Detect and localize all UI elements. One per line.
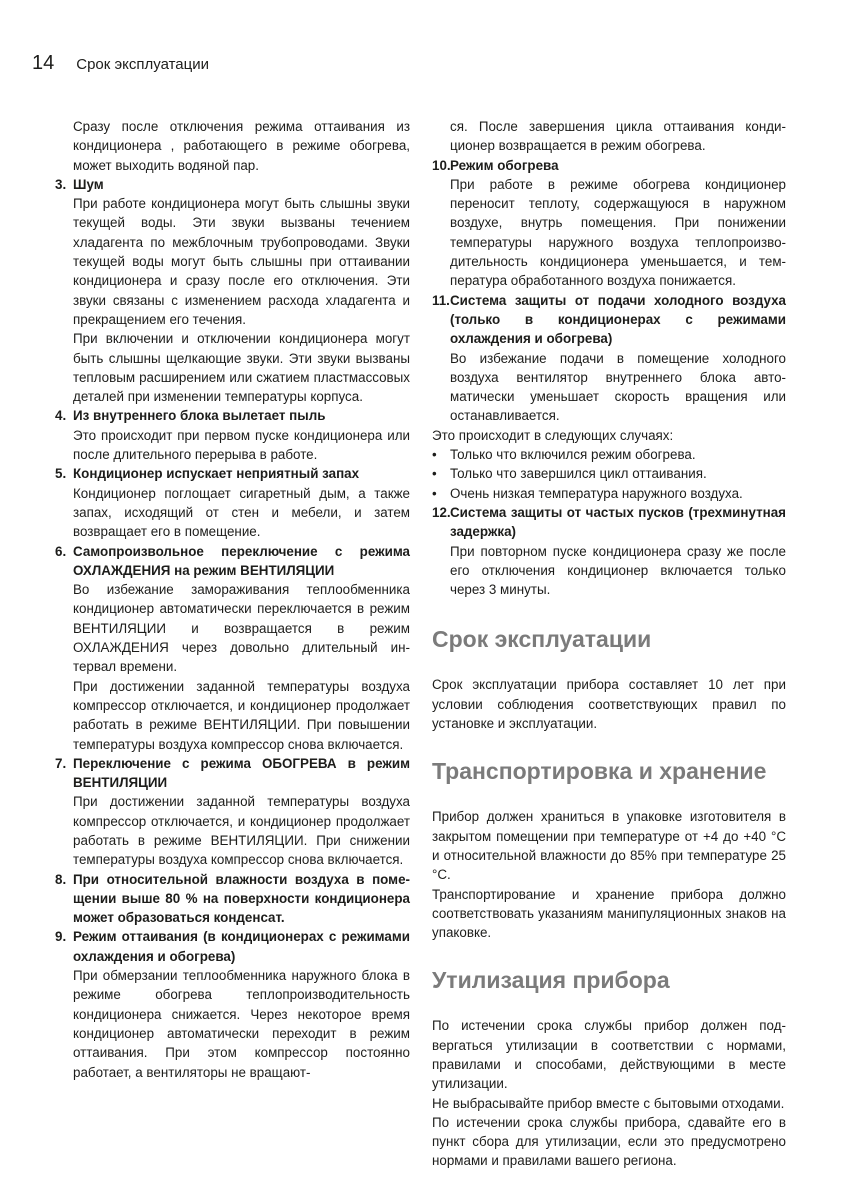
item-number: 9. (55, 929, 67, 945)
item-paragraph: При обмерзании теплообменника наружного блока в режиме обогрева теплопроизводительность кондиционера снижается. Через некоторое время кондиционер автоматически переходит в режим оттаивания. При этом компрессор постоянно работает, а вентиляторы не вращают- (73, 968, 410, 1080)
left-column (55, 117, 410, 1082)
item-heading: Режим обогрева (450, 157, 559, 173)
item-paragraph: При достижении заданной температуры воздуха компрессор отключается, и кондиционер продолжает работать в режиме ВЕНТИЛЯЦИИ. При снижении температуры воздуха компрессор снова включается. (73, 794, 410, 868)
section-title-disposal: Утилизация прибора (432, 967, 670, 994)
right-column (432, 117, 786, 1171)
item-number: 5. (55, 466, 67, 482)
item-11 (432, 291, 786, 426)
bullet-icon: • (432, 447, 437, 463)
item-heading: Режим оттаивания (в кондиционерах с режимами охлаждения и обогрева) (73, 929, 410, 964)
item-paragraph: Во избежание замораживания теплообменника кондиционер автоматически переключается в режим ВЕНТИЛЯЦИИ и возвращается в режим ОХЛАЖДЕНИЯ через довольно длительный интервал времени. (73, 582, 410, 675)
item-heading: Шум (73, 176, 104, 192)
bullet-icon: • (432, 466, 437, 482)
section-paragraph: Транспортирование и хранение прибора должно соответствовать указаниям манипуляционных знаков на упаковке. (432, 886, 786, 941)
item-3 (55, 175, 410, 407)
item-9 (55, 927, 410, 1081)
item-paragraph: При повторном пуске кондиционера сразу же после его отключения кондиционер включается только через 3 минуты. (450, 543, 786, 598)
page-number: 14 (32, 52, 55, 74)
bullet-text: Только что завершился цикл оттаивания. (450, 466, 707, 482)
intro-paragraph: Сразу после отключения режима оттаивания из кондиционера , работающего в режиме обогрева, может выходить водяной пар. (73, 119, 410, 173)
bullet-item (432, 484, 786, 503)
item-heading: Самопроизвольное переключение с режима ОХЛАЖДЕНИЯ на режим ВЕНТИЛЯЦИИ (73, 543, 410, 578)
item-paragraph: Во избежание подачи в помещение холодного воздуха вентилятор внутреннего блока автоматически уменьшает скорость вращения или останавливается. (450, 350, 786, 424)
item-paragraph: При работе кондиционера могут быть слышны звуки текущей воды. Эти звуки вызваны течением хладагента по межблочным трубопроводами. Звуки текущей воды могут быть слышны при оттаивании кондиционера и сразу после его отключения. Эти звуки связаны с изменением расхода хладагента и прекращением его течения. (73, 196, 410, 327)
item-7 (55, 754, 410, 870)
item-number: 11. (432, 292, 450, 308)
item-number: 4. (55, 408, 67, 424)
section-paragraph: По истечении срока службы прибора, сдавайте его в пункт сбора для утилизации, если это предусмотрено нормами и правилами вашего региона. (432, 1114, 786, 1169)
item-10 (432, 156, 786, 291)
item-paragraph: При достижении заданной температуры воздуха компрессор отключается, и кондиционер продолжает работать в режиме ВЕНТИЛЯЦИИ. При повышении температуры воздуха компрессор снова включается. (73, 678, 410, 752)
page-header (32, 52, 209, 75)
bullet-item (432, 445, 786, 464)
item-heading: При относительной влажности воздуха в помещении выше 80 % на поверхности кондиционера может образоваться конденсат. (73, 871, 410, 926)
section-title-service-life: Срок эксплуатации (432, 626, 652, 653)
section-paragraph: Не выбрасывайте прибор вместе с бытовыми отходами. (432, 1095, 785, 1111)
section-paragraph: Прибор должен храниться в упаковке изготовителя в закрытом помещении при температуре от +4 до +40 °С и относительной влажности до 85% при температуре 25 °С. (432, 809, 786, 883)
item-number: 3. (55, 176, 67, 192)
bullet-item (432, 464, 786, 483)
item-number: 12. (432, 504, 451, 520)
item-heading: Кондиционер испускает неприятный запах (73, 466, 360, 482)
bullet-text: Очень низкая температура наружного воздуха. (450, 485, 743, 501)
item-12 (432, 503, 786, 599)
item-4 (55, 406, 410, 464)
item-number: 10. (432, 157, 451, 173)
section-paragraph: Срок эксплуатации прибора составляет 10 лет при условии соблюдения соответствующих правил по установке и эксплуатации. (432, 677, 786, 732)
item-number: 8. (55, 871, 67, 887)
section-title-transport-storage: Транспортировка и хранение (432, 758, 767, 785)
item-heading: Система защиты от частых пусков (трехминутная задержка) (450, 504, 786, 540)
bullet-icon: • (432, 485, 437, 501)
cases-intro: Это происходит в следующих случаях: (432, 427, 674, 443)
item-heading: Система защиты от подачи холодного воздуха (только в кондиционерах с режимами охлаждения и обогрева) (450, 292, 786, 347)
item-paragraph: Это происходит при первом пуске кондиционера или после длительного перерыва в работе. (73, 427, 410, 463)
item-paragraph: При работе в режиме обогрева кондиционер переносит теплоту, содержащуюся в наружном воздухе, внутрь помещения. При понижении температуры наружного воздуха теплопроизводительность кондиционера уменьшается, и температура обработанного воздуха понижается. (450, 176, 786, 289)
section-paragraph: По истечении срока службы прибор должен подвергаться утилизации в соответствии с нормами, правилами и способами, действующими в месте утилизации. (432, 1018, 786, 1092)
item-heading: Из внутреннего блока вылетает пыль (73, 408, 326, 424)
bullet-text: Только что включился режим обогрева. (450, 447, 696, 463)
item-5 (55, 464, 410, 541)
item-number: 6. (55, 543, 67, 559)
item-heading: Переключение с режима ОБОГРЕВА в режим ВЕНТИЛЯЦИИ (73, 755, 410, 791)
continuation-paragraph: ся. После завершения цикла оттаивания кондиционер возвращается в режим обогрева. (450, 119, 786, 154)
item-number: 7. (55, 755, 67, 771)
item-6 (55, 542, 410, 754)
item-paragraph: При включении и отключении кондиционера могут быть слышны щелкающие звуки. Эти звуки вызваны тепловым расширением или сжатием пластмассовых деталей при изменении температуры корпуса. (73, 331, 410, 405)
running-title: Срок эксплуатации (76, 56, 209, 73)
item-8 (55, 870, 410, 928)
item-paragraph: Кондиционер поглощает сигаретный дым, а также запах, исходящий от стен и мебели, и затем возвращает его в помещение. (73, 485, 410, 540)
